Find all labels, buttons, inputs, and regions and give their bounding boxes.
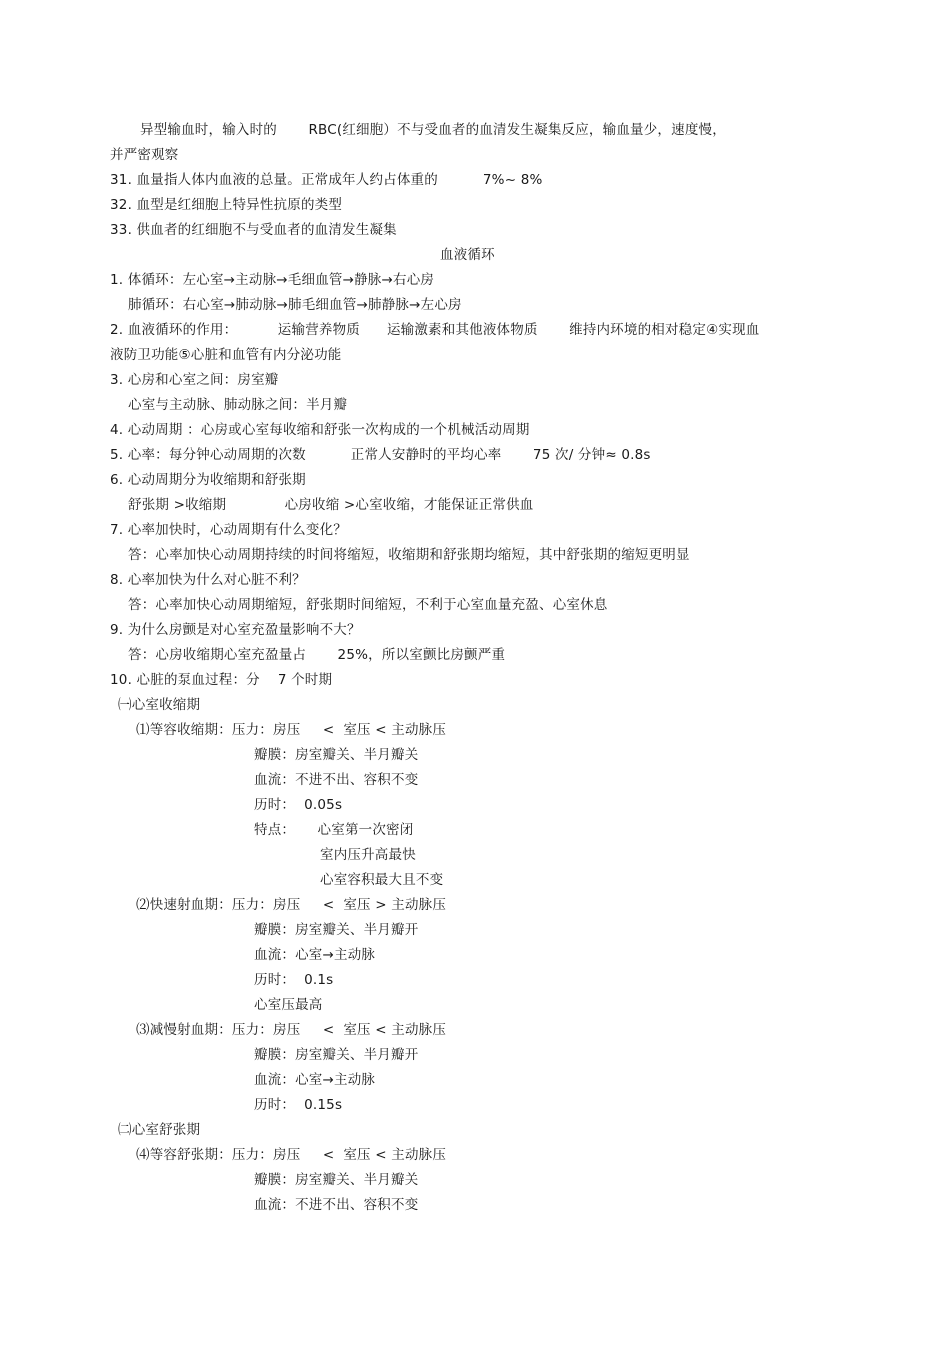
text-line: 并严密观察 bbox=[110, 147, 179, 163]
text-line: 瓣膜：房室瓣关、半月瓣开 bbox=[254, 922, 419, 938]
text-line: 历时： 0.1s bbox=[254, 972, 334, 988]
text-line: 33. 供血者的红细胞不与受血者的血清发生凝集 bbox=[110, 222, 397, 238]
section-heading: 血液循环 bbox=[440, 247, 495, 263]
text-line: 瓣膜：房室瓣关、半月瓣关 bbox=[254, 1172, 419, 1188]
text-line: 5. 心率：每分钟心动周期的次数 正常人安静时的平均心率 75 次/ 分钟≈ 0.8s bbox=[110, 447, 651, 463]
subsection-heading: ㈠心室收缩期 bbox=[118, 697, 201, 713]
subsection-heading: ㈡心室舒张期 bbox=[118, 1122, 201, 1138]
text-line: 舒张期 >收缩期 心房收缩 >心室收缩，才能保证正常供血 bbox=[128, 497, 534, 513]
text-line: 答：心率加快心动周期持续的时间将缩短，收缩期和舒张期均缩短，其中舒张期的缩短更明显 bbox=[128, 547, 690, 563]
text-line: 7. 心率加快时，心动周期有什么变化？ bbox=[110, 522, 347, 538]
text-line: 特点： 心室第一次密闭 bbox=[254, 822, 414, 838]
text-line: ⑷等容舒张期：压力：房压 < 室压 < 主动脉压 bbox=[136, 1147, 447, 1163]
text-line: ⑶减慢射血期：压力：房压 < 室压 < 主动脉压 bbox=[136, 1022, 447, 1038]
text-line: 6. 心动周期分为收缩期和舒张期 bbox=[110, 472, 306, 488]
text-line: 答：心率加快心动周期缩短，舒张期时间缩短，不利于心室血量充盈、心室休息 bbox=[128, 597, 608, 613]
text-line: 液防卫功能⑤心脏和血管有内分泌功能 bbox=[110, 347, 342, 363]
text-line: 瓣膜：房室瓣关、半月瓣开 bbox=[254, 1047, 419, 1063]
text-line: 心室与主动脉、肺动脉之间：半月瓣 bbox=[128, 397, 348, 413]
text-line: 肺循环：右心室→肺动脉→肺毛细血管→肺静脉→左心房 bbox=[128, 297, 462, 313]
text-line: 异型输血时，输入时的 RBC(红细胞）不与受血者的血清发生凝集反应，输血量少，速度慢， bbox=[140, 122, 726, 138]
text-line: 4. 心动周期 ：心房或心室每收缩和舒张一次构成的一个机械活动周期 bbox=[110, 422, 530, 438]
text-line: 瓣膜：房室瓣关、半月瓣关 bbox=[254, 747, 419, 763]
text-line: 室内压升高最快 bbox=[320, 847, 416, 863]
text-line: 32. 血型是红细胞上特异性抗原的类型 bbox=[110, 197, 343, 213]
text-line: 2. 血液循环的作用： 运输营养物质 运输激素和其他液体物质 维持内环境的相对稳定④实现血 bbox=[110, 322, 760, 338]
text-line: ⑴等容收缩期：压力：房压 < 室压 < 主动脉压 bbox=[136, 722, 447, 738]
text-line: 10. 心脏的泵血过程：分 7 个时期 bbox=[110, 672, 333, 688]
text-line: 血流：心室→主动脉 bbox=[254, 1072, 376, 1088]
text-line: 8. 心率加快为什么对心脏不利？ bbox=[110, 572, 306, 588]
text-line: 3. 心房和心室之间：房室瓣 bbox=[110, 372, 279, 388]
text-line: 心室压最高 bbox=[254, 997, 323, 1013]
text-line: 血流：心室→主动脉 bbox=[254, 947, 376, 963]
text-line: 血流：不进不出、容积不变 bbox=[254, 772, 419, 788]
text-line: 心室容积最大且不变 bbox=[320, 872, 444, 888]
text-line: 历时： 0.15s bbox=[254, 1097, 343, 1113]
text-line: ⑵快速射血期：压力：房压 < 室压 > 主动脉压 bbox=[136, 897, 447, 913]
text-line: 31. 血量指人体内血液的总量。正常成年人约占体重的 7%~ 8% bbox=[110, 172, 543, 188]
text-line: 血流：不进不出、容积不变 bbox=[254, 1197, 419, 1213]
text-line: 历时： 0.05s bbox=[254, 797, 343, 813]
text-line: 1. 体循环：左心室→主动脉→毛细血管→静脉→右心房 bbox=[110, 272, 435, 288]
text-line: 9. 为什么房颤是对心室充盈量影响不大？ bbox=[110, 622, 361, 638]
text-line: 答：心房收缩期心室充盈量占 25%，所以室颤比房颤严重 bbox=[128, 647, 506, 663]
